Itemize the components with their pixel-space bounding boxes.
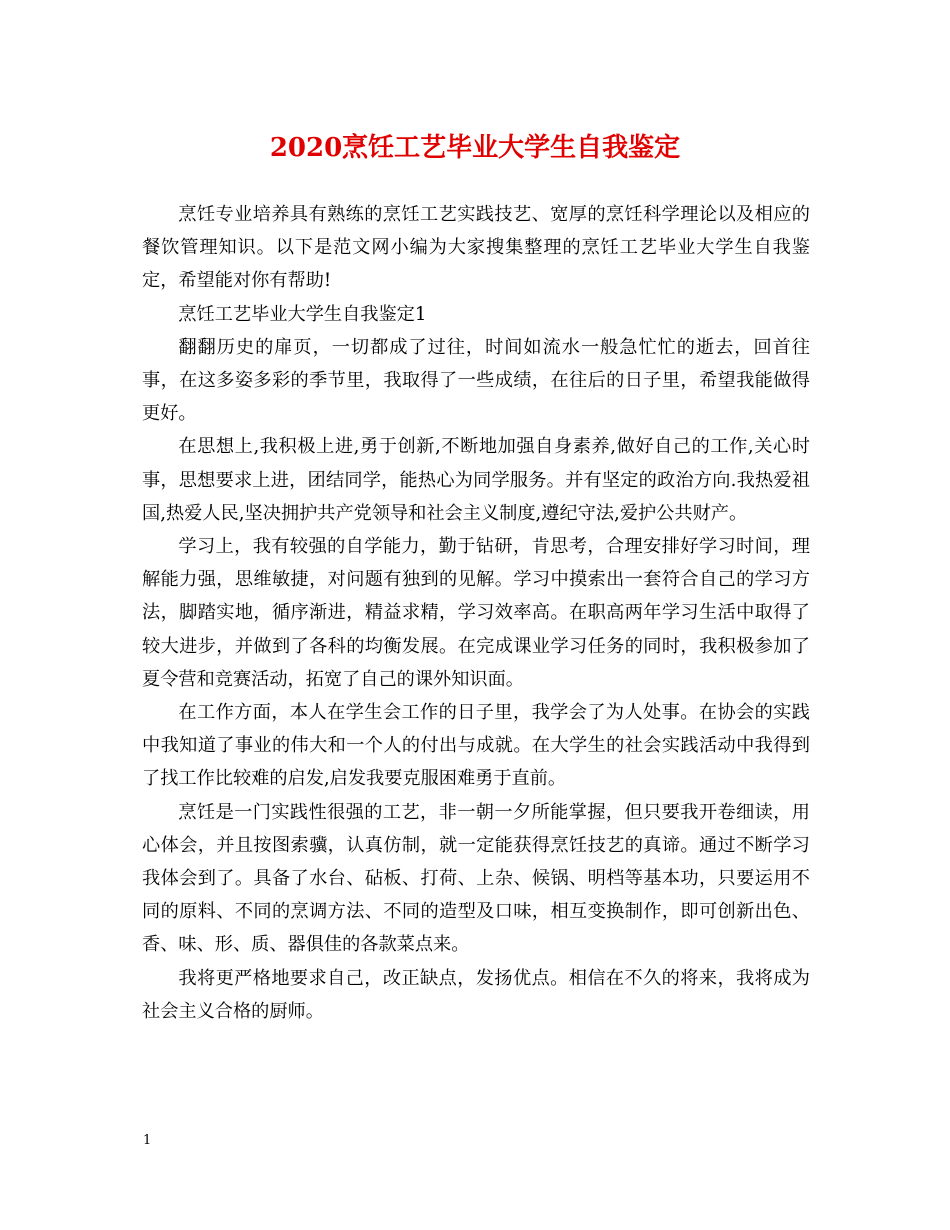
document-body (142, 198, 810, 1028)
paragraph-intro: 烹饪专业培养具有熟练的烹饪工艺实践技艺、宽厚的烹饪科学理论以及相应的餐饮管理知识。以下是范文网小编为大家搜集整理的烹饪工艺毕业大学生自我鉴定，希望能对你有帮助! (142, 204, 810, 292)
document-title: 2020烹饪工艺毕业大学生自我鉴定 (269, 133, 681, 163)
paragraph-thought: 在思想上,我积极上进,勇于创新,不断地加强自身素养,做好自己的工作,关心时事，思想要求上进，团结同学，能热心为同学服务。并有坚定的政治方向.我热爱祖国,热爱人民,坚决拥护共产党领导和社会主义制度,遵纪守法,爱护公共财产。 (142, 436, 810, 524)
paragraph-history: 翻翻历史的扉页，一切都成了过往，时间如流水一般急忙忙的逝去，回首往事，在这多姿多彩的季节里，我取得了一些成绩，在往后的日子里，希望我能做得更好。 (142, 336, 810, 425)
paragraph-study: 学习上，我有较强的自学能力，勤于钻研，肯思考，合理安排好学习时间，理解能力强，思维敏捷，对问题有独到的见解。学习中摸索出一套符合自己的学习方法，脚踏实地，循序渐进，精益求精，学习效率高。在职高两年学习生活中取得了较大进步，并做到了各科的均衡发展。在完成课业学习任务的同时，我积极参加了夏令营和竞赛活动，拓宽了自己的课外知识面。 (142, 536, 810, 690)
paragraph-closing: 我将更严格地要求自己，改正缺点，发扬优点。相信在不久的将来，我将成为社会主义合格的厨师。 (142, 967, 810, 1022)
page-number: 1 (143, 1133, 152, 1148)
paragraph-cooking: 烹饪是一门实践性很强的工艺，非一朝一夕所能掌握，但只要我开卷细读，用心体会，并且按图索骥，认真仿制，就一定能获得烹饪技艺的真谛。通过不断学习我体会到了。具备了水台、砧板、打荷、上杂、候锅、明档等基本功，只要运用不同的原料、不同的烹调方法、不同的造型及口味，相互变换制作，即可创新出色、香、味、形、质、器俱佳的各款菜点来。 (142, 801, 810, 956)
paragraph-work: 在工作方面，本人在学生会工作的日子里，我学会了为人处事。在协会的实践中我知道了事业的伟大和一个人的付出与成就。在大学生的社会实践活动中我得到了找工作比较难的启发,启发我要克服困难勇于直前。 (142, 702, 810, 790)
paragraph-heading: 烹饪工艺毕业大学生自我鉴定1 (178, 303, 427, 325)
